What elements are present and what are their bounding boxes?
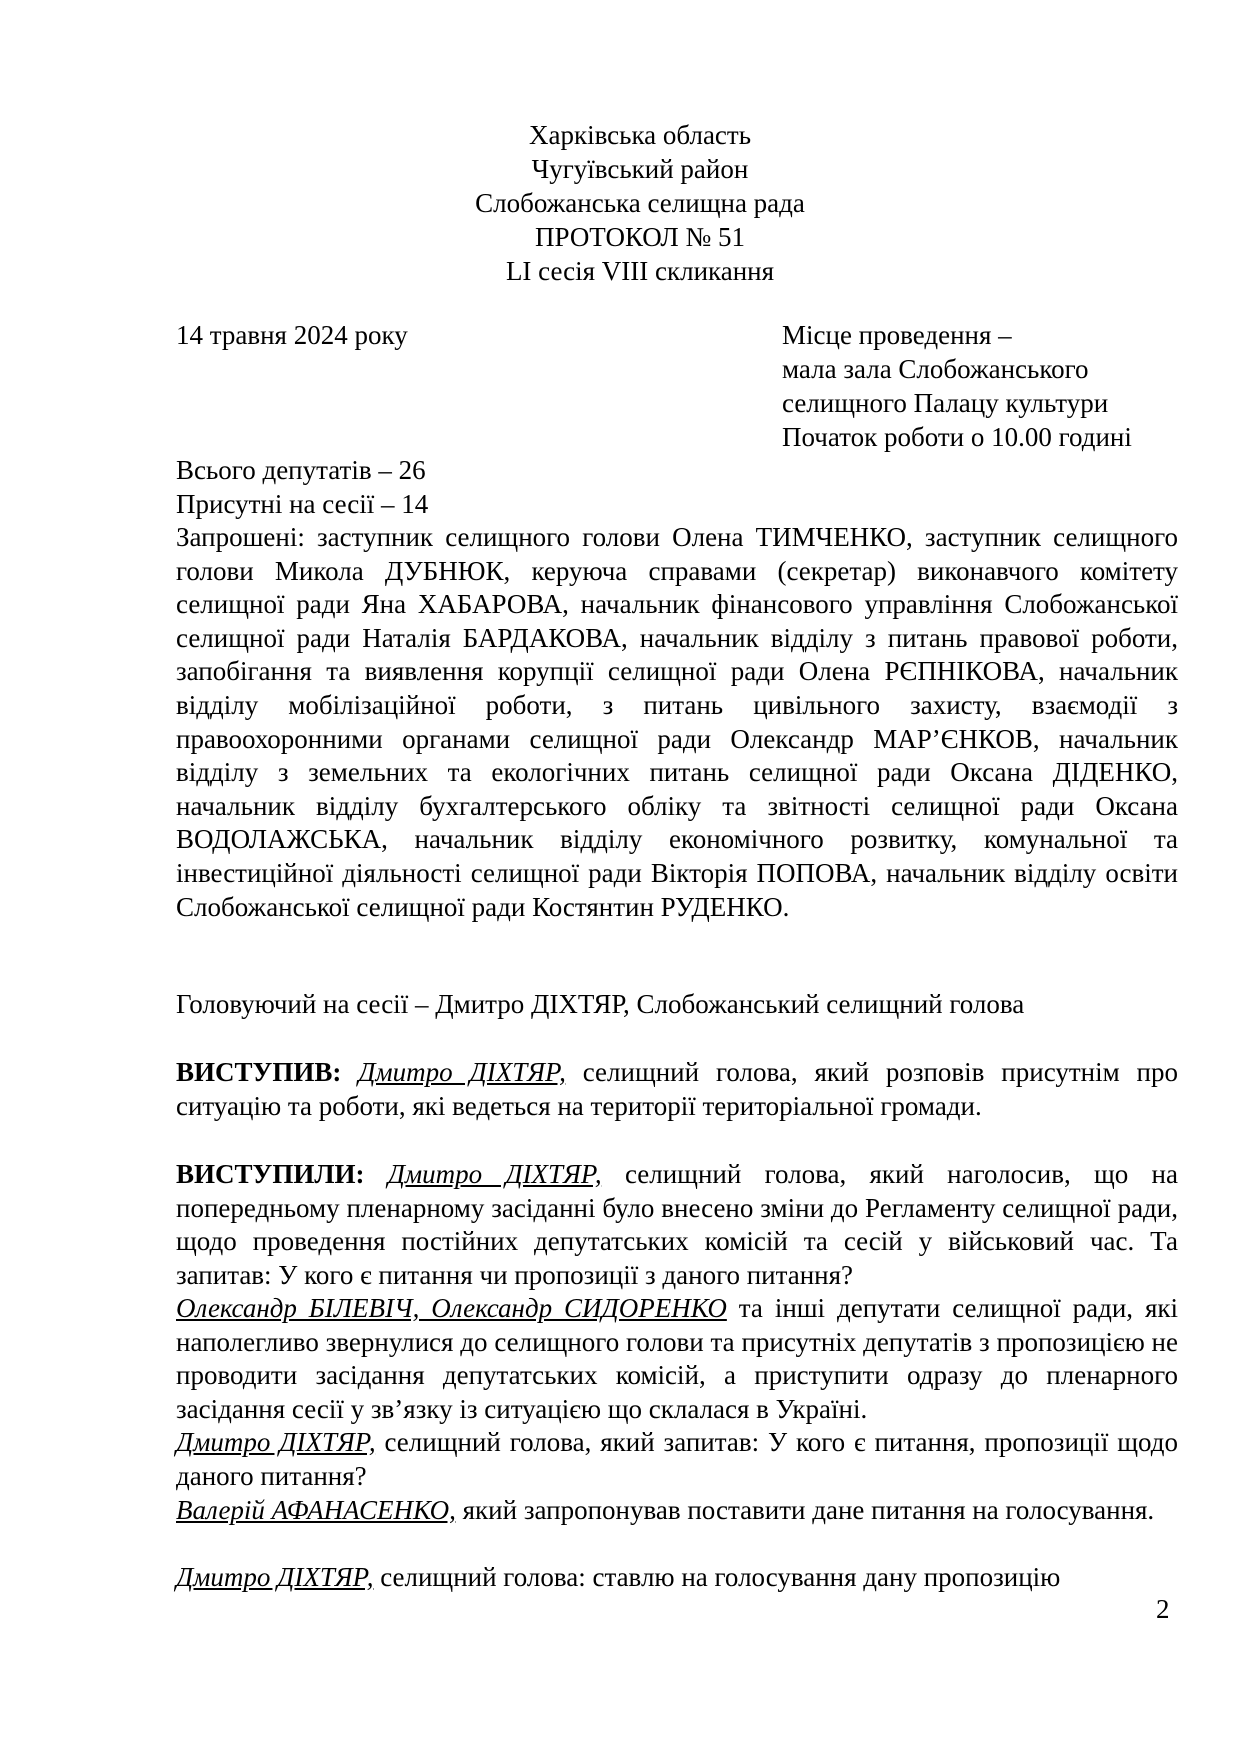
speech-1 bbox=[176, 1056, 1178, 1123]
session-date: 14 травня 2024 року bbox=[176, 320, 408, 350]
speech-label: ВИСТУПИЛИ: bbox=[176, 1159, 365, 1189]
place-line: Початок роботи о 10.00 годині bbox=[782, 422, 1132, 452]
session-place bbox=[782, 318, 1132, 454]
speech-text: селищний голова, який розповів присутнім про ситуацію та роботи, які ведеться на території територіальної громади. bbox=[176, 1057, 1179, 1121]
header-protocol: ПРОТОКОЛ № 51 bbox=[534, 222, 746, 252]
attendance-total: Всього депутатів – 26 bbox=[176, 455, 426, 485]
invited-paragraph: Запрошені: заступник селищного голови Олена ТИМЧЕНКО, заступник селищного голови Микола ДУБНЮК, керуюча справами (секретар) виконавчого комітету селищної ради Яна ХАБАРОВА, начальник фінансового управління Слобожанської селищної ради Наталія БАРДАКОВА, начальник відділу з питань правової роботи, запобігання та виявлення корупції селищної ради Олена РЄПНІКОВА, начальник відділу мобілізаційної роботи, з питань цивільного захисту, взаємодії з правоохоронними органами селищної ради Олександр МАР’ЄНКОВ, начальник відділу з земельних та екологічних питань селищної ради Оксана ДІДЕНКО, начальник відділу бухгалтерського обліку та звітності селищної ради Оксана ВОДОЛАЖСЬКА, начальник відділу економічного розвитку, комунальної та інвестиційної діяльності селищної ради Вікторія ПОПОВА, начальник відділу освіти Слобожанської селищної ради Костянтин РУДЕНКО. bbox=[176, 522, 1178, 922]
header-region: Харківська область bbox=[528, 120, 752, 150]
document-header bbox=[0, 118, 1240, 288]
speaker-name: Дмитро ДІХТЯР, bbox=[387, 1159, 602, 1189]
speech-text: селищний голова: ставлю на голосування дану пропозицію bbox=[380, 1562, 1061, 1592]
speech-text: селищний голова, який запитав: У кого є питання, пропозиції щодо даного питання? bbox=[176, 1427, 1178, 1491]
speaker-name: Валерій АФАНАСЕНКО, bbox=[176, 1495, 456, 1525]
attendance-present: Присутні на сесії – 14 bbox=[176, 488, 429, 519]
place-line: селищного Палацу культури bbox=[782, 388, 1109, 418]
speech-text: та інші депутати селищної ради, які наполегливо звернулися до селищного голови та присутніх депутатів з пропозицією не проводити засідання депутатських комісій, а приступити одразу до пленарного засідання сесії у зв’язку із ситуацією що склалася в Україні. bbox=[176, 1293, 1178, 1424]
speaker-name: Дмитро ДІХТЯР, bbox=[176, 1562, 374, 1592]
place-line: мала зала Слобожанського bbox=[782, 354, 1089, 384]
speech-label: ВИСТУПИВ: bbox=[176, 1057, 342, 1087]
header-session: LI сесія VIII скликання bbox=[505, 256, 775, 286]
speech-3 bbox=[176, 1292, 1178, 1426]
speaker-name: Дмитро ДІХТЯР, bbox=[176, 1427, 376, 1457]
place-line: Місце проведення – bbox=[782, 320, 1012, 350]
page-number: 2 bbox=[1156, 1594, 1170, 1624]
header-district: Чугуївський район bbox=[531, 154, 749, 184]
speech-2 bbox=[176, 1158, 1178, 1292]
speech-text: селищний голова, який наголосив, що на попередньому пленарному засіданні було внесено зміни до Регламенту селищної ради, щодо проведення постійних депутатських комісій та сесій у військовий час. Та запитав: У кого є питання чи пропозиції з даного питання? bbox=[176, 1159, 1178, 1290]
attendance bbox=[176, 454, 1178, 521]
speech-text: який запропонував поставити дане питання на голосування. bbox=[462, 1495, 1155, 1525]
chair-line: Головуючий на сесії – Дмитро ДІХТЯР, Слобожанський селищний голова bbox=[176, 989, 1025, 1019]
speech-5 bbox=[176, 1494, 1178, 1528]
speech-6 bbox=[176, 1561, 1178, 1595]
header-council: Слобожанська селищна рада bbox=[475, 188, 805, 218]
speaker-name: Дмитро ДІХТЯР, bbox=[358, 1057, 566, 1087]
speaker-name: Олександр БІЛЕВІЧ, Олександр СИДОРЕНКО bbox=[176, 1293, 727, 1323]
speech-4 bbox=[176, 1426, 1178, 1493]
